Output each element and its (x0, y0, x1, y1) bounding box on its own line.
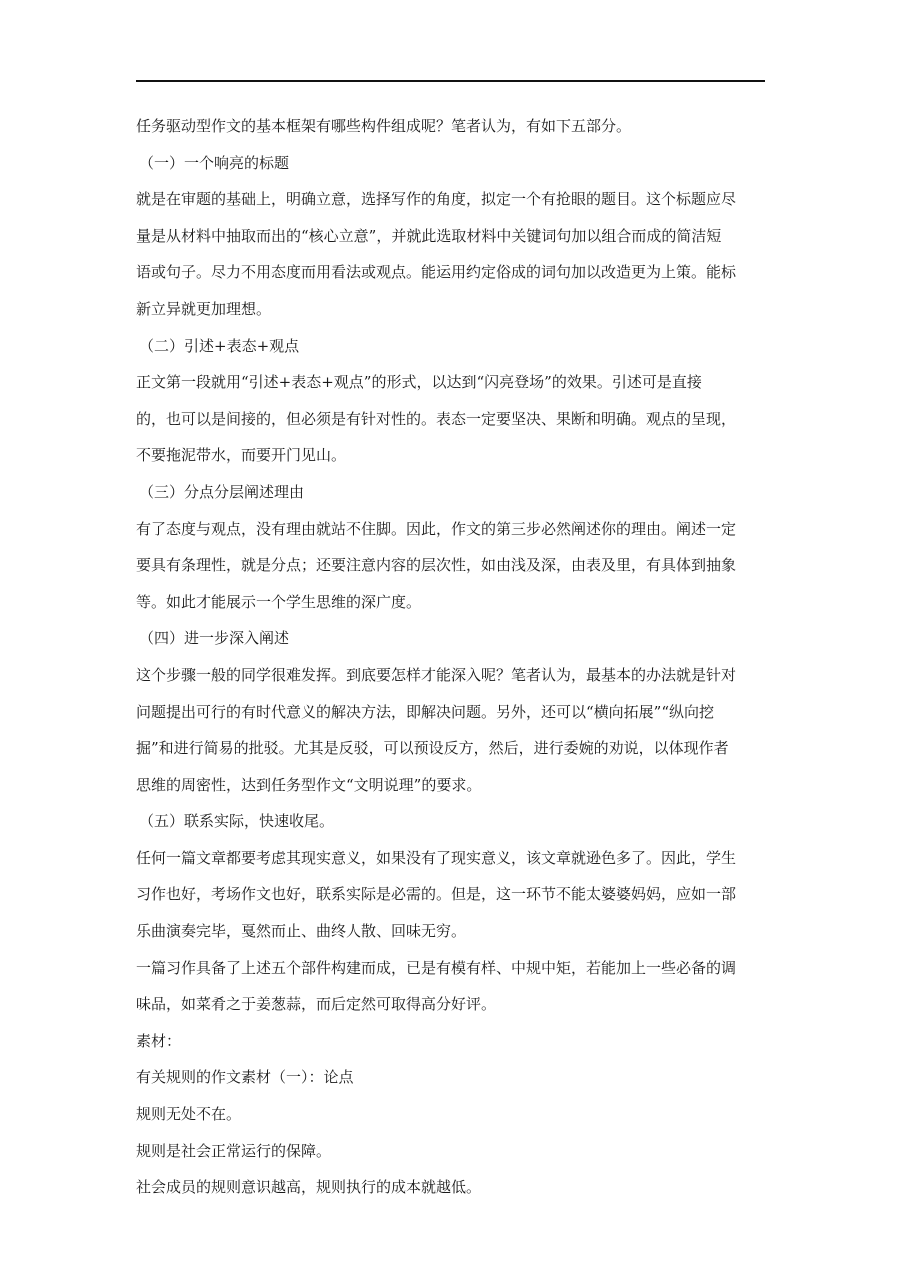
paragraph-line: 新立异就更加理想。 (136, 299, 272, 318)
paragraph-line: 就是在审题的基础上，明确立意，选择写作的角度，拟定一个有抢眼的题目。这个标题应尽 (136, 190, 737, 209)
paragraph-line: 正文第一段就用“引述+表态+观点”的形式，以达到“闪亮登场”的效果。引述可是直接 (136, 373, 702, 392)
paragraph-line: 等。如此才能展示一个学生思维的深广度。 (136, 592, 422, 611)
paragraph-line: 思维的周密性，达到任务型作文“文明说理”的要求。 (136, 775, 482, 794)
material-label: 素材： (136, 1031, 182, 1050)
argument-line: 规则无处不在。 (136, 1105, 242, 1124)
paragraph-line: 味品，如菜肴之于姜葱蒜，而后定然可取得高分好评。 (136, 995, 497, 1014)
paragraph-line: 问题提出可行的有时代意义的解决方法，即解决问题。另外，还可以“横向拓展”“纵向挖 (136, 702, 715, 721)
section-heading: （三）分点分层阐述理由 (139, 482, 305, 501)
paragraph-line: 一篇习作具备了上述五个部件构建而成，已是有模有样、中规中矩，若能加上一些必备的调 (136, 958, 737, 977)
paragraph-line: 不要拖泥带水，而要开门见山。 (136, 446, 347, 465)
paragraph-line: 这个步骤一般的同学很难发挥。到底要怎样才能深入呢？笔者认为，最基本的办法就是针对 (136, 665, 737, 684)
argument-line: 规则是社会正常运行的保障。 (136, 1141, 332, 1160)
paragraph-line: 语或句子。尽力不用态度而用看法或观点。能运用约定俗成的词句加以改造更为上策。能标 (136, 263, 737, 282)
document-body (136, 108, 765, 1206)
paragraph-line: 掘”和进行简易的批驳。尤其是反驳，可以预设反方，然后，进行委婉的劝说，以体现作者 (136, 739, 729, 758)
section-heading: （五）联系实际，快速收尾。 (139, 812, 335, 831)
header-rule (136, 80, 765, 82)
paragraph-line: 有了态度与观点，没有理由就站不住脚。因此，作文的第三步必然阐述你的理由。阐述一定 (136, 519, 737, 538)
paragraph-line: 任务驱动型作文的基本框架有哪些构件组成呢？笔者认为，有如下五部分。 (136, 117, 632, 135)
section-heading: （四）进一步深入阐述 (139, 629, 290, 648)
paragraph-line: 量是从材料中抽取而出的“核心立意”，并就此选取材料中关键词句加以组合而成的简洁短 (136, 226, 722, 245)
argument-line: 社会成员的规则意识越高，规则执行的成本就越低。 (136, 1178, 482, 1197)
paragraph-line: 习作也好，考场作文也好，联系实际是必需的。但是，这一环节不能太婆婆妈妈，应如一部 (136, 885, 737, 904)
paragraph-line: 的，也可以是间接的，但必须是有针对性的。表态一定要坚决、果断和明确。观点的呈现， (136, 409, 737, 428)
material-title: 有关规则的作文素材（一）：论点 (136, 1068, 354, 1087)
paragraph-line: 要具有条理性，就是分点；还要注意内容的层次性，如由浅及深，由表及里，有具体到抽象 (136, 556, 737, 575)
paragraph-line: 乐曲演奏完毕，戛然而止、曲终人散、回味无穷。 (136, 922, 467, 941)
paragraph-line: 任何一篇文章都要考虑其现实意义，如果没有了现实意义，该文章就逊色多了。因此，学生 (136, 848, 737, 867)
section-heading: （一）一个响亮的标题 (139, 153, 290, 172)
section-heading: （二）引述+表态+观点 (139, 336, 300, 355)
